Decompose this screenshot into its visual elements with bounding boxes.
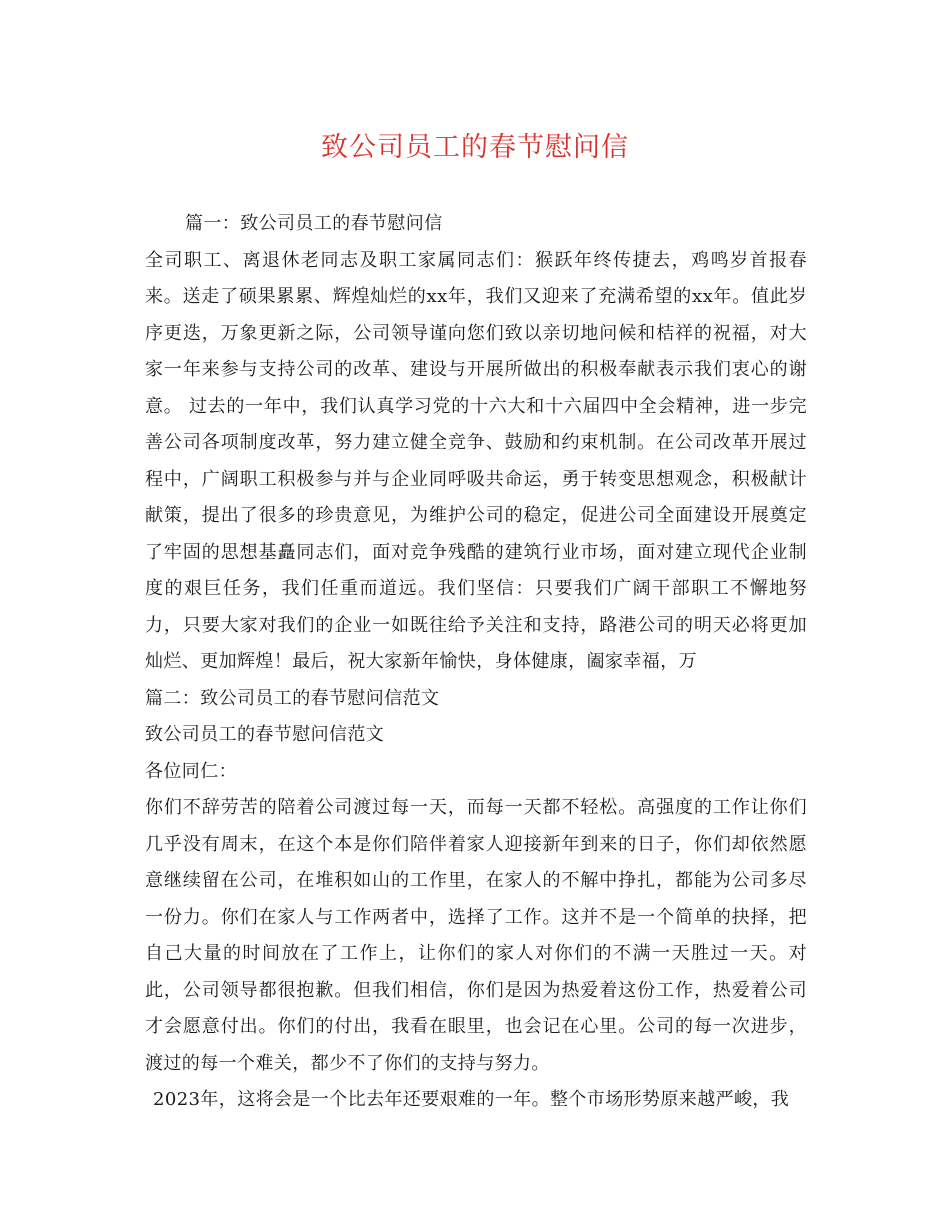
document-title: 致公司员工的春节慰问信 bbox=[321, 132, 629, 163]
paragraph-letter-2: 你们不辞劳苦的陪着公司渡过每一天，而每一天都不轻松。高强度的工作让你们几乎没有周末，在这个本是你们陪伴着家人迎接新年到来的日子，你们却依然愿意继续留在公司，在堆积如山的工作里，在家人的不解中挣扎，都能为公司多尽一份力。你们在家人与工作两者中，选择了工作。这并不是一个简单的抉择，把自己大量的时间放在了工作上，让你们的家人对你们的不满一天胜过一天。对此，公司领导都很抱歉。但我们相信，你们是因为热爱着这份工作，热爱着公司才会愿意付出。你们的付出，我看在眼里，也会记在心里。公司的每一次进步，渡过的每一个难关，都少不了你们的支持与努力。 bbox=[145, 797, 807, 1074]
sub-title: 致公司员工的春节慰问信范文 bbox=[145, 724, 385, 745]
section-heading-1: 篇一：致公司员工的春节慰问信 bbox=[185, 213, 443, 234]
paragraph-letter-1: 全司职工、离退休老同志及职工家属同志们：猴跃年终传捷去，鸡鸣岁首报春来。送走了硕果累累、辉煌灿烂的xx年，我们又迎来了充满希望的xx年。值此岁序更迭，万象更新之际，公司领导谨向您们致以亲切地问候和桔祥的祝福，对大家一年来参与支持公司的改革、建设与开展所做出的积极奉献表示我们衷心的谢意。 过去的一年中，我们认真学习党的十六大和十六届四中全会精神，进一步完善公司各项制度改革，努力建立健全竞争、鼓励和约束机制。在公司改革开展过程中，广阔职工积极参与并与企业同呼吸共命运，勇于转变思想观念，积极献计献策，提出了很多的珍贵意见，为维护公司的稳定，促进公司全面建设开展奠定了牢固的思想基矗同志们，面对竞争残酷的建筑行业市场，面对建立现代企业制度的艰巨任务，我们任重而道远。我们坚信：只要我们广阔干部职工不懈地努力，只要大家对我们的企业一如既往给予关注和支持，路港公司的明天必将更加灿烂、更加辉煌！最后，祝大家新年愉快，身体健康，阖家幸福，万 bbox=[145, 249, 807, 672]
section-heading-2: 篇二：致公司员工的春节慰问信范文 bbox=[145, 687, 440, 709]
paragraph-letter-3: 2023年，这将会是一个比去年还要艰难的一年。整个市场形势原来越严峻，我 bbox=[153, 1089, 790, 1110]
salutation: 各位同仁： bbox=[145, 760, 237, 782]
document-body bbox=[145, 206, 807, 1119]
